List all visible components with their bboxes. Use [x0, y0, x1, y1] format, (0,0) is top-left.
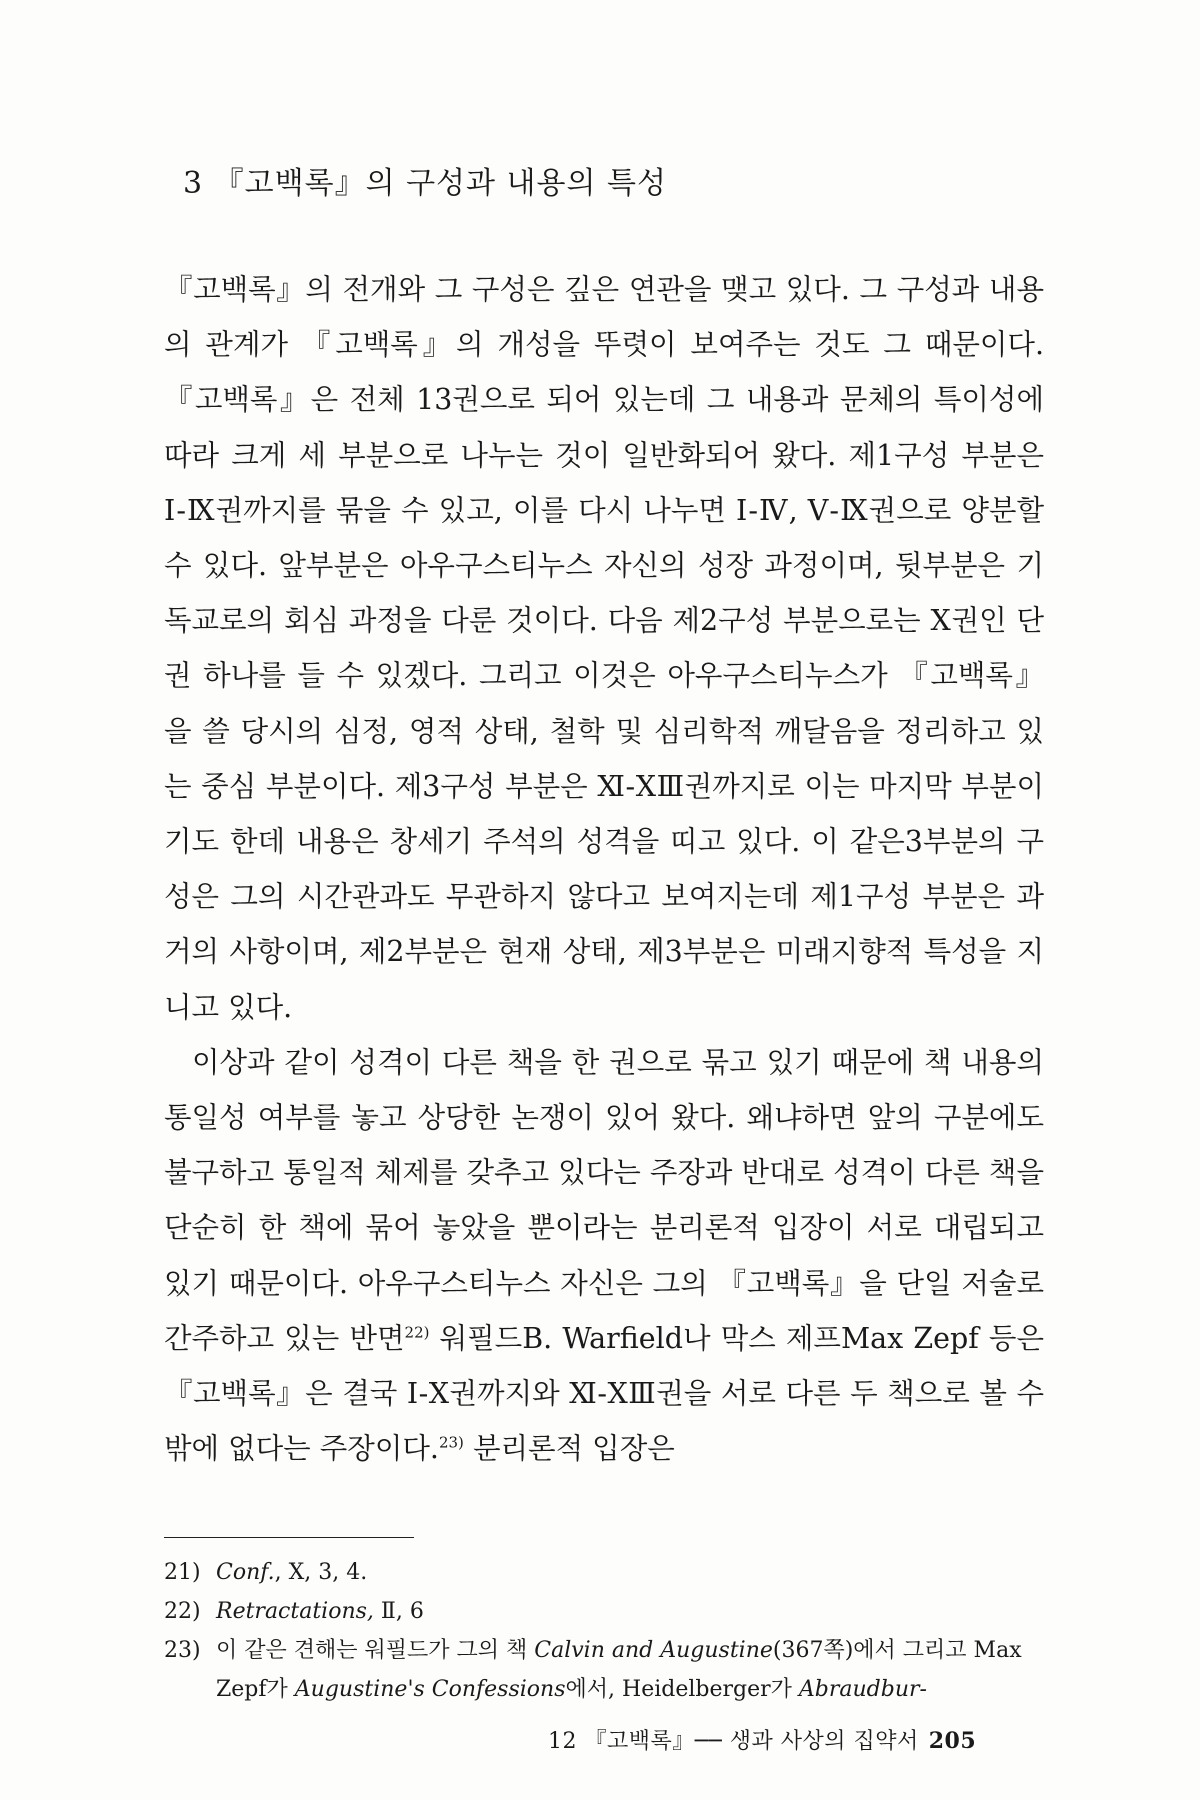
footnote-text: 에서, Heidelberger가: [565, 1677, 799, 1702]
footnote-text: (367쪽)에서 그리고 Max Zepf가: [216, 1638, 1022, 1702]
footnote-23: [164, 1631, 1044, 1709]
footnote-ref-23[interactable]: 23): [438, 1433, 464, 1452]
footnote-number: 23): [164, 1638, 201, 1663]
footnote-title: Conf.: [216, 1560, 275, 1585]
footnote-ref-22[interactable]: 22): [404, 1323, 430, 1342]
running-footer: [548, 1724, 976, 1755]
footnotes: [164, 1553, 1044, 1709]
paragraph-2-text-c: 분리론적 입장은: [463, 1432, 675, 1466]
paragraph-2-text-a: 이상과 같이 성격이 다른 책을 한 권으로 묶고 있기 때문에 책 내용의 통일성 여부를 놓고 상당한 논쟁이 있어 왔다. 왜냐하면 앞의 구분에도 불구하고 통일적 체제를 갖추고 있다는 주장과 반대로 성격이 다른 책을 단순히 한 책에 묶어 놓았을 뿐이라는 분리론적 입장이 서로 대립되고 있기 때문이다. 아우구스티누스 자신은 그의 『고백록』을 단일 저술로 간주하고 있는 반면: [164, 1045, 1044, 1355]
footnote-title: Augustine's Confessions: [294, 1677, 566, 1702]
footnote-21: [164, 1553, 1044, 1592]
body-text: [164, 262, 1044, 1476]
paragraph-1: 『고백록』의 전개와 그 구성은 깊은 연관을 맺고 있다. 그 구성과 내용의 관계가 『고백록』의 개성을 뚜렷이 보여주는 것도 그 때문이다. 『고백록』은 전체 13권으로 되어 있는데 그 내용과 문체의 특이성에 따라 크게 세 부분으로 나누는 것이 일반화되어 왔다. 제1구성 부분은 Ⅰ-Ⅸ권까지를 묶을 수 있고, 이를 다시 나누면 Ⅰ-Ⅳ, Ⅴ-Ⅸ권으로 양분할 수 있다. 앞부분은 아우구스티누스 자신의 성장 과정이며, 뒷부분은 기독교로의 회심 과정을 다룬 것이다. 다음 제2구성 부분으로는 Ⅹ권인 단권 하나를 들 수 있겠다. 그리고 이것은 아우구스티누스가 『고백록』을 쓸 당시의 심정, 영적 상태, 철학 및 심리학적 깨달음을 정리하고 있는 중심 부분이다. 제3구성 부분은 Ⅺ-ⅩⅢ권까지로 이는 마지막 부분이기도 한데 내용은 창세기 주석의 성격을 띠고 있다. 이 같은3부분의 구성은 그의 시간관과도 무관하지 않다고 보여지는데 제1구성 부분은 과거의 사항이며, 제2부분은 현재 상태, 제3부분은 미래지향적 특성을 지니고 있다.: [164, 273, 1044, 1024]
paragraph-2: [164, 1035, 1044, 1477]
footnote-title: Calvin and Augustine: [534, 1638, 773, 1663]
page-number: 205: [928, 1728, 977, 1754]
footnote-divider: [164, 1537, 414, 1538]
running-footer-title: 12 『고백록』── 생과 사상의 집약서: [548, 1729, 919, 1754]
section-heading: 3 『고백록』의 구성과 내용의 특성: [183, 166, 667, 201]
footnote-title: Retractations,: [216, 1599, 374, 1624]
footnote-title: Abraudbur-: [798, 1677, 927, 1702]
paragraph-2-text-b: 워필드B. Warfield나 막스 제프Max Zepf 등은 『고백록』은 결국 Ⅰ-Ⅹ권까지와 Ⅺ-ⅩⅢ권을 서로 다른 두 책으로 볼 수밖에 없다는 주장이다.: [164, 1321, 1044, 1466]
footnote-number: 21): [164, 1560, 201, 1585]
footnote-22: [164, 1592, 1044, 1631]
footnote-text: , Ⅹ, 3, 4.: [274, 1560, 368, 1585]
footnote-text: Ⅱ, 6: [373, 1599, 424, 1624]
footnote-number: 22): [164, 1599, 201, 1624]
footnote-text: 이 같은 견해는 워필드가 그의 책: [216, 1638, 535, 1663]
